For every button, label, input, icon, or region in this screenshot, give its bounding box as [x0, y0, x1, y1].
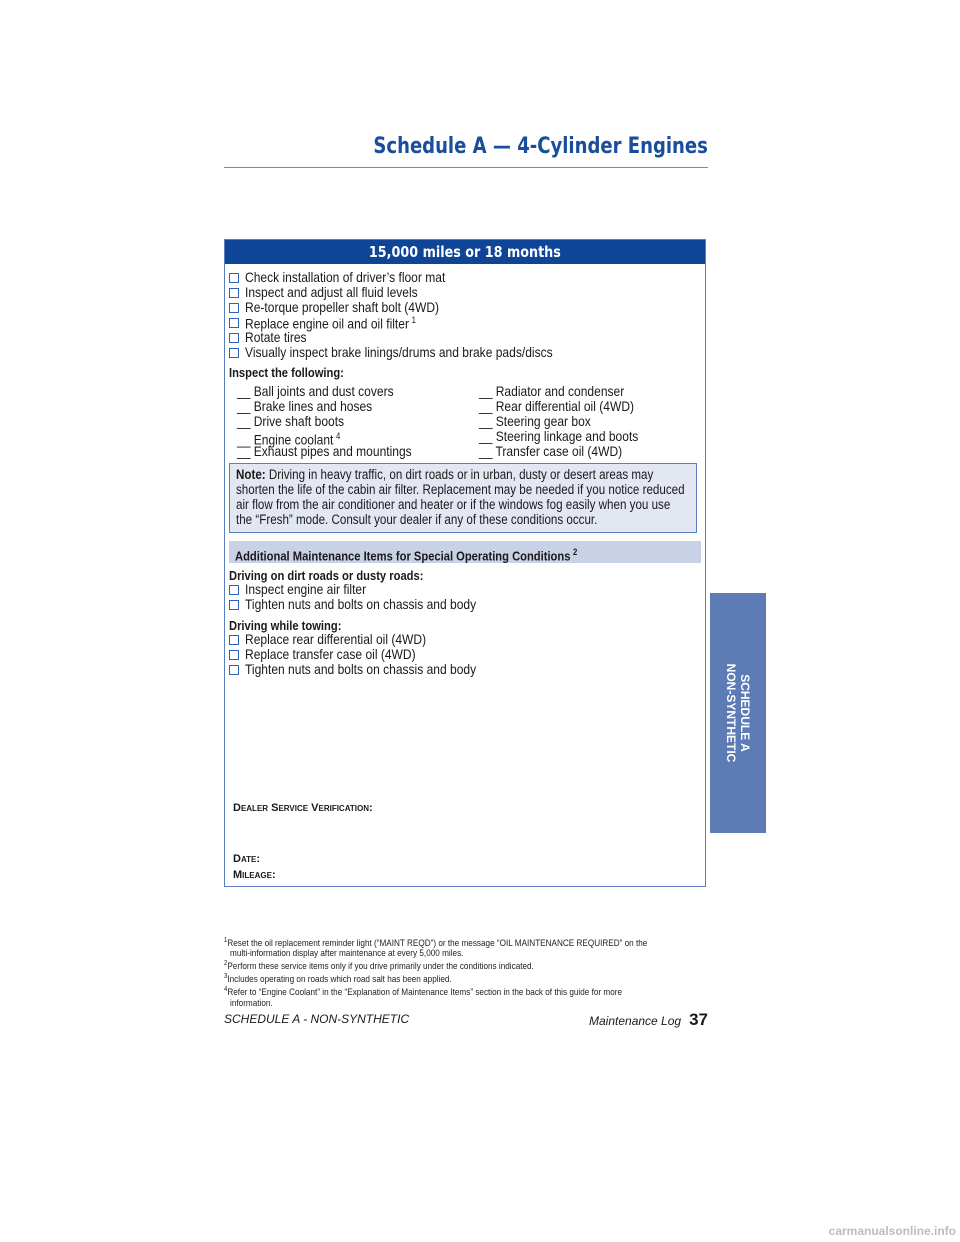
footnote-number: 3	[224, 973, 228, 981]
checkbox[interactable]	[229, 318, 239, 328]
side-tab-line2: NON-SYNTHETIC	[724, 663, 738, 763]
additional-heading	[229, 541, 701, 563]
note-line: the “Fresh” mode. Consult your dealer if any of these conditions occur.	[236, 512, 598, 527]
checklist-item-label: Rotate tires	[245, 329, 307, 345]
dirt-roads-checklist	[229, 582, 514, 612]
footnote-ref: 4	[335, 431, 341, 441]
inspect-item	[237, 384, 440, 399]
checklist-item[interactable]	[229, 632, 514, 647]
checklist-item-label: Visually inspect brake linings/drums and brake pads/discs	[245, 344, 553, 360]
checkbox[interactable]	[229, 333, 239, 343]
towing-label-text: Driving while towing:	[229, 618, 342, 633]
checklist-item-label: Tighten nuts and bolts on chassis and body	[245, 596, 477, 612]
towing-checklist	[229, 632, 514, 677]
inspect-item-text: __ Transfer case oil (4WD)	[479, 443, 623, 459]
inspect-item	[479, 399, 664, 414]
note-line: air flow from the air conditioner and heater or if the windows fog easily when you use	[236, 497, 671, 512]
checkbox[interactable]	[229, 303, 239, 313]
inspect-label	[229, 365, 363, 380]
footnote-ref: 2	[573, 547, 578, 557]
checklist-item[interactable]	[229, 285, 603, 300]
checkbox[interactable]	[229, 348, 239, 358]
card-header-text: 15,000 miles or 18 months	[369, 243, 561, 261]
footer-section-label: SCHEDULE A - NON-SYNTHETIC	[224, 1012, 410, 1026]
checkbox[interactable]	[229, 600, 239, 610]
dealer-verification-label: Dealer Service Verification:	[233, 802, 373, 814]
footnotes	[224, 936, 714, 1009]
checklist-item-label: Replace transfer case oil (4WD)	[245, 646, 416, 662]
inspect-item-label: __ Engine coolant	[237, 431, 334, 448]
date-label: Date:	[233, 853, 261, 865]
inspect-item	[237, 414, 440, 429]
footnote-text: information.	[230, 997, 273, 1009]
checklist-item[interactable]	[229, 315, 603, 330]
note-line	[236, 467, 654, 482]
section-side-tab[interactable]	[710, 593, 766, 833]
inspect-item-text: __ Steering linkage and boots	[479, 428, 639, 444]
checklist-item[interactable]	[229, 647, 514, 662]
footnote-text: Reset the oil replacement reminder light (“MAINT REQD”) or the message “OIL MAINTENANCE REQUIRED” on the	[227, 938, 648, 950]
additional-heading-label: Additional Maintenance Items for Special Operating Conditions	[235, 548, 571, 564]
footnote	[224, 999, 645, 1009]
additional-heading-text	[235, 541, 577, 567]
inspect-item	[237, 399, 440, 414]
note-label: Note:	[236, 467, 266, 482]
side-tab-line1: SCHEDULE A	[738, 674, 752, 752]
checklist-item-label: Inspect engine air filter	[245, 581, 367, 597]
inspect-item	[237, 429, 440, 448]
mileage-label: Mileage:	[233, 869, 276, 881]
inspect-item-text: __ Ball joints and dust covers	[237, 383, 394, 399]
footer-log-label: Maintenance Log	[589, 1014, 682, 1028]
footnote	[224, 959, 645, 972]
footnote-text: Refer to “Engine Coolant” in the “Explanation of Maintenance Items” section in the back of this guide for more	[227, 987, 623, 999]
checkbox[interactable]	[229, 650, 239, 660]
title-rule	[224, 167, 708, 168]
checklist-item[interactable]	[229, 330, 603, 345]
checkbox[interactable]	[229, 288, 239, 298]
card-header	[225, 240, 705, 264]
footnote-number: 4	[224, 986, 228, 994]
note-box	[229, 463, 697, 533]
maintenance-card	[224, 239, 706, 887]
checklist-item-label: Check installation of driver’s floor mat	[245, 269, 446, 285]
inspect-item	[479, 444, 664, 459]
checkbox[interactable]	[229, 635, 239, 645]
checklist-item[interactable]	[229, 597, 514, 612]
inspect-item	[479, 384, 664, 399]
page-title: Schedule A — 4-Cylinder Engines	[373, 134, 708, 159]
footnote-number: 1	[224, 937, 228, 944]
note-line: shorten the life of the cabin air filter. Replacement may be needed if you notice reduced	[236, 482, 685, 497]
inspect-label-text: Inspect the following:	[229, 365, 344, 380]
footnote	[224, 985, 645, 998]
footnote-text: multi-information display after maintenance at every 5,000 miles.	[230, 948, 464, 960]
inspect-item	[479, 414, 664, 429]
checkbox[interactable]	[229, 665, 239, 675]
inspect-item	[237, 444, 440, 459]
inspect-item-text: __ Brake lines and hoses	[237, 398, 373, 414]
note-text: Driving in heavy traffic, on dirt roads or in urban, dusty or desert areas may	[268, 467, 654, 482]
footer-page-info	[589, 1010, 708, 1030]
watermark: carmanualsonline.info	[828, 1224, 956, 1238]
inspect-item-text: __ Steering gear box	[479, 413, 591, 429]
checklist-item-text: Replace engine oil and oil filter	[245, 315, 409, 332]
inspect-list-left	[237, 384, 440, 459]
footnote-number: 2	[224, 960, 228, 968]
footnote-ref: 1	[411, 315, 416, 326]
checkbox[interactable]	[229, 273, 239, 283]
checklist-item-label: Replace rear differential oil (4WD)	[245, 631, 427, 647]
inspect-item-text: __ Radiator and condenser	[479, 383, 625, 399]
checklist-item-label: Inspect and adjust all fluid levels	[245, 284, 418, 300]
checklist-item[interactable]	[229, 345, 603, 360]
inspect-item-text: __ Exhaust pipes and mountings	[237, 443, 412, 459]
inspect-list-right	[479, 384, 664, 459]
page-number: 37	[689, 1010, 708, 1029]
footnote-text: Perform these service items only if you drive primarily under the conditions indicated.	[227, 961, 534, 973]
inspect-item-text: __ Drive shaft boots	[237, 413, 345, 429]
checklist-item[interactable]	[229, 662, 514, 677]
footnote	[224, 949, 645, 959]
side-tab-text	[724, 664, 752, 763]
checklist-item[interactable]	[229, 270, 603, 285]
dirt-roads-label-text: Driving on dirt roads or dusty roads:	[229, 568, 424, 583]
checklist-item-label: Tighten nuts and bolts on chassis and body	[245, 661, 477, 677]
footnote-text: Includes operating on roads which road salt has been applied.	[227, 974, 452, 986]
checkbox[interactable]	[229, 585, 239, 595]
service-checklist	[229, 270, 603, 360]
footnote	[224, 972, 645, 985]
checklist-item-label: Re-torque propeller shaft bolt (4WD)	[245, 299, 440, 315]
inspect-item-text: __ Rear differential oil (4WD)	[479, 398, 635, 414]
inspect-item	[479, 429, 664, 444]
checklist-item[interactable]	[229, 582, 514, 597]
